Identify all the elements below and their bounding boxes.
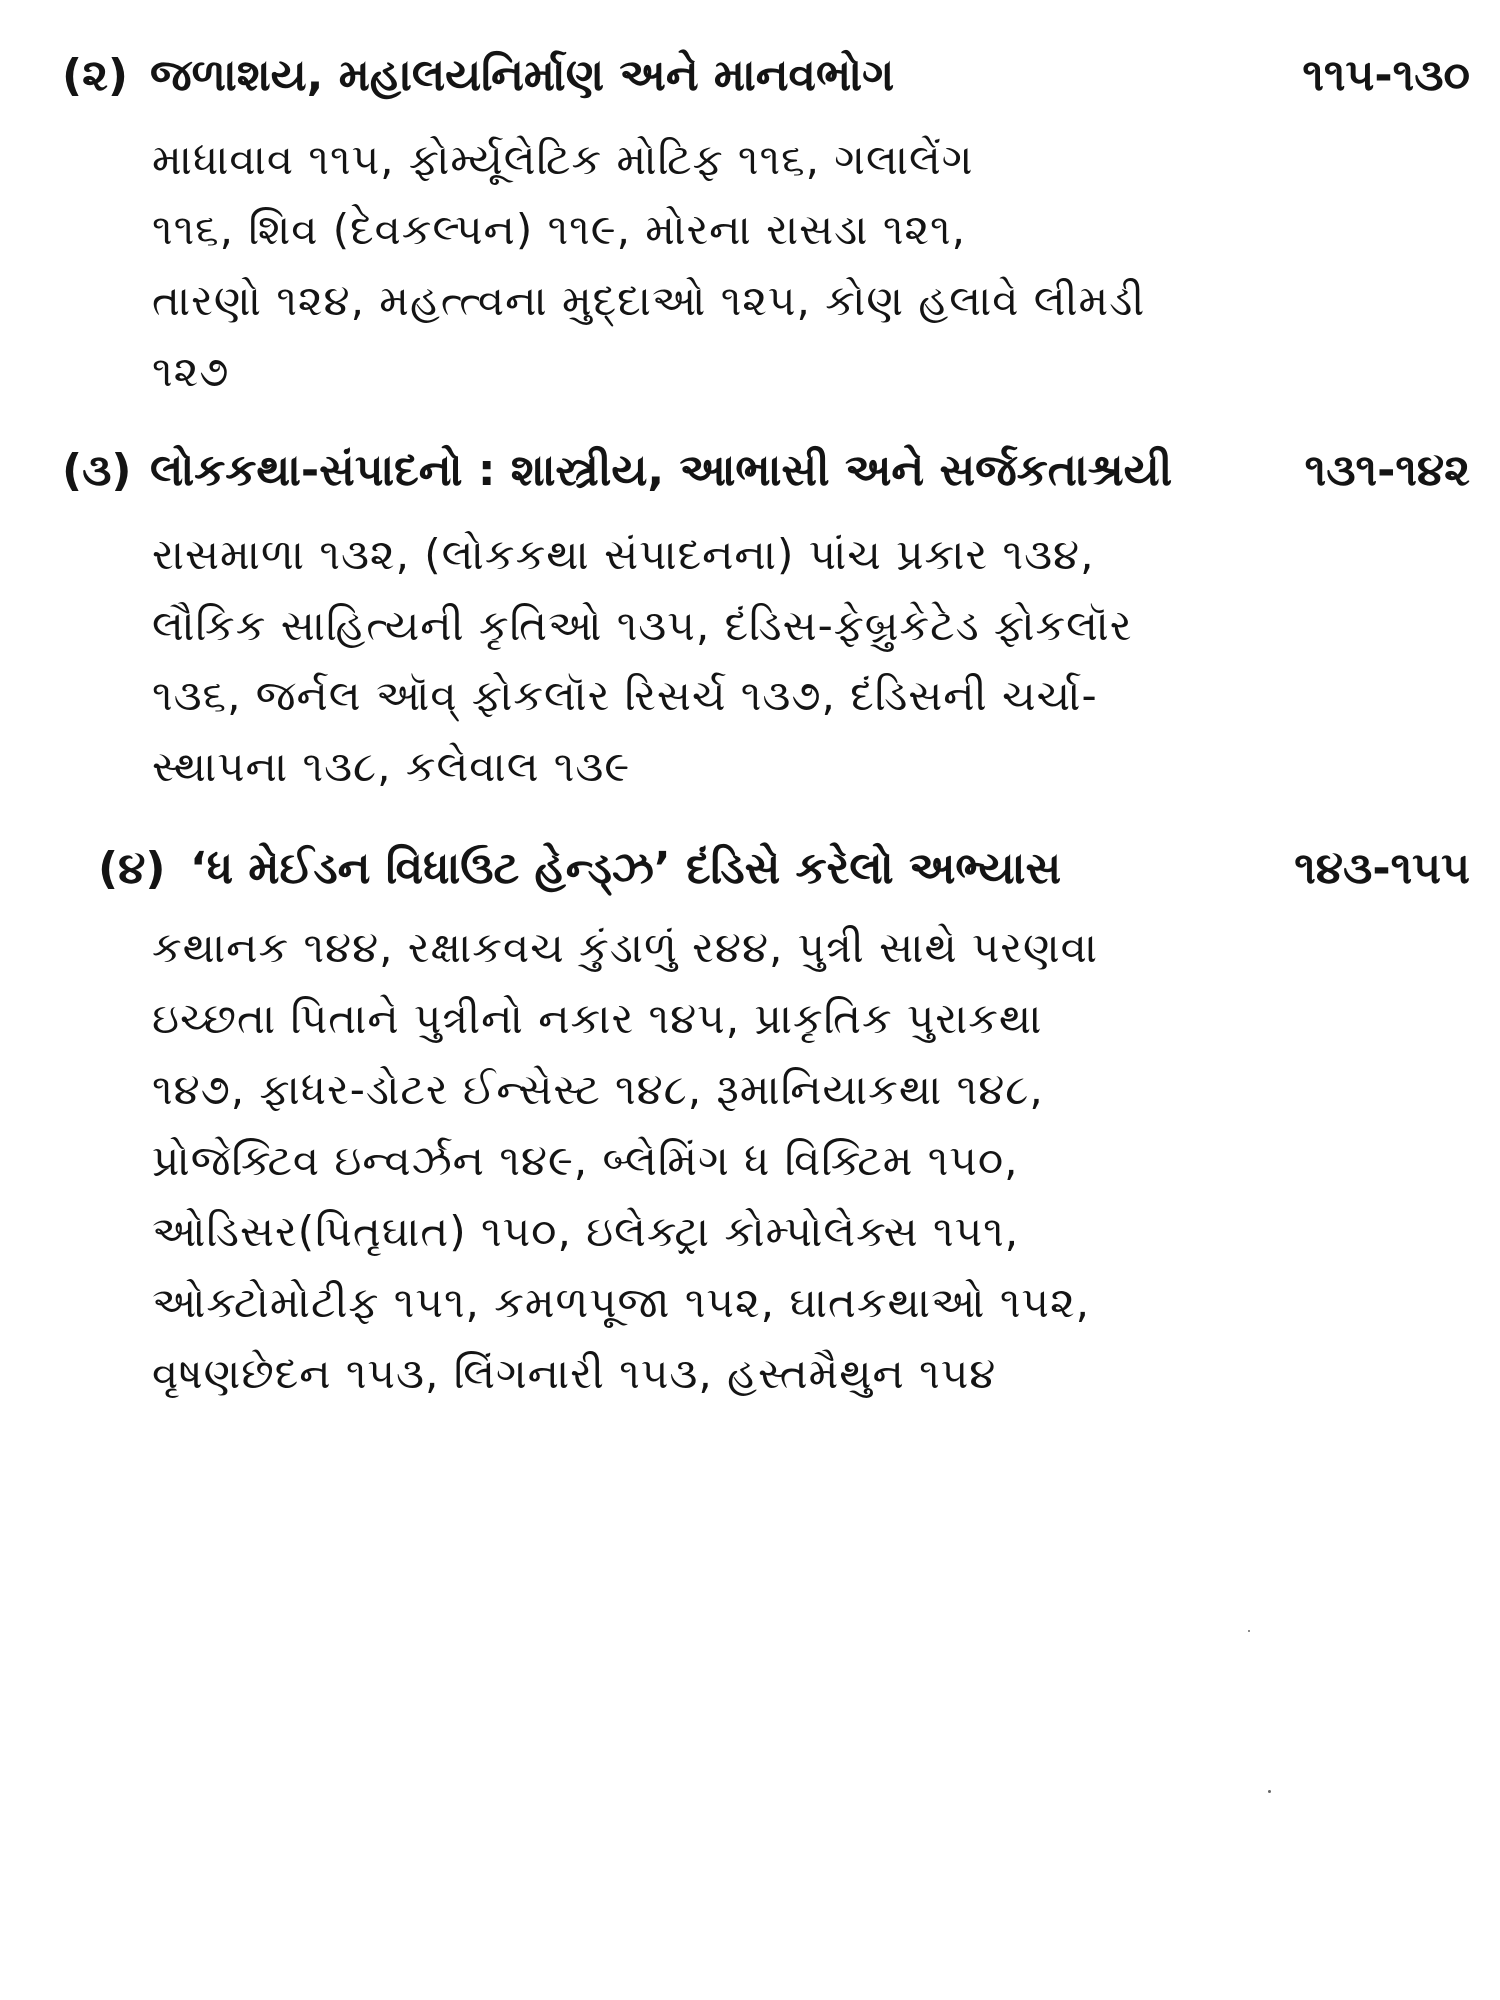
entry-body-line: ઇચ્છતા પિતાને પુત્રીનો નકાર ૧૪૫, પ્રાકૃતિક પુરાકથા: [152, 994, 1043, 1043]
entry-body-line: કથાનક ૧૪૪, રક્ષાકવચ કુંડાળું ર૪૪, પુત્રી સાથે પરણવા: [152, 923, 1099, 972]
entry-page-range: ૧૧૫-૧૩૦: [1302, 50, 1470, 101]
entry-heading: [0, 435, 1500, 515]
entry-page-range: ૧૪૩-૧૫૫: [1294, 843, 1470, 894]
entry-title: ‘ધ મેઈડન વિધાઉટ હેન્ડ્ઝ’ દંડિસે કરેલો અભ્યાસ: [190, 843, 1062, 894]
entry-body-line: ૧૧૬, શિવ (દેવકલ્પન) ૧૧૯, મોરના રાસડા ૧૨૧,: [152, 205, 966, 254]
entry-body-line: લૌકિક સાહિત્યની કૃતિઓ ૧૩૫, દંડિસ-ફેબ્રુકેટેડ ફોકલૉર: [152, 601, 1133, 650]
entry-number: (૨): [62, 50, 129, 101]
toc-entry-2: [0, 40, 1500, 396]
entry-heading: [0, 40, 1500, 120]
entry-body-line: ૧૩૬, જર્નલ ઑવ્ ફોકલૉર રિસર્ચ ૧૩૭, દંડિસની ચર્ચા-: [152, 671, 1098, 720]
entry-body-line: તારણો ૧૨૪, મહત્ત્વના મુદ્દાઓ ૧૨૫, કોણ હલાવે લીમડી: [152, 276, 1146, 325]
entry-body-line: ૧૪૭, ફાધર-ડોટર ઈન્સેસ્ટ ૧૪૮, રૂમાનિયાકથા ૧૪૮,: [152, 1065, 1044, 1114]
entry-body-line: ઓડિસર(પિતૃઘાત) ૧૫૦, ઇલેક્ટ્રા કોમ્પોલેક્સ ૧૫૧,: [152, 1207, 1020, 1256]
entry-heading: [0, 833, 1500, 913]
scan-speck: [1268, 1790, 1271, 1793]
entry-title: લોકકથા-સંપાદનો : શાસ્ત્રીય, આભાસી અને સર્જકતાશ્રયી: [150, 445, 1173, 496]
toc-entry-3: [0, 435, 1500, 791]
entry-number: (૪): [98, 843, 166, 894]
entry-body-line: પ્રોજેક્ટિવ ઇન્વર્ઝન ૧૪૯, બ્લેમિંગ ધ વિક્ટિમ ૧૫૦,: [152, 1136, 1019, 1185]
entry-body-line: સ્થાપના ૧૩૮, કલેવાલ ૧૩૯: [152, 742, 631, 791]
entry-body-line: રાસમાળા ૧૩૨, (લોકકથા સંપાદનના) પાંચ પ્રકાર ૧૩૪,: [152, 530, 1095, 579]
toc-entry-4: [0, 833, 1500, 1398]
scan-speck: [1248, 1630, 1250, 1632]
entry-number: (૩): [62, 445, 132, 496]
entry-body-line: ઓક્ટોમોટીફ ૧૫૧, કમળપૂજા ૧૫૨, ઘાતકથાઓ ૧૫૨,: [152, 1278, 1091, 1327]
entry-title: જળાશય, મહાલયનિર્માણ અને માનવભોગ: [150, 50, 895, 101]
entry-page-range: ૧૩૧-૧૪૨: [1304, 445, 1470, 496]
entry-body-line: વૃષણછેદન ૧૫૩, લિંગનારી ૧૫૩, હસ્તમૈથુન ૧૫૪: [152, 1349, 997, 1398]
entry-body-line: માધાવાવ ૧૧૫, ફોર્મ્યૂલેટિક મોટિફ ૧૧૬, ગલાલેંગ: [152, 135, 974, 184]
entry-body-line: ૧૨૭: [152, 347, 230, 396]
